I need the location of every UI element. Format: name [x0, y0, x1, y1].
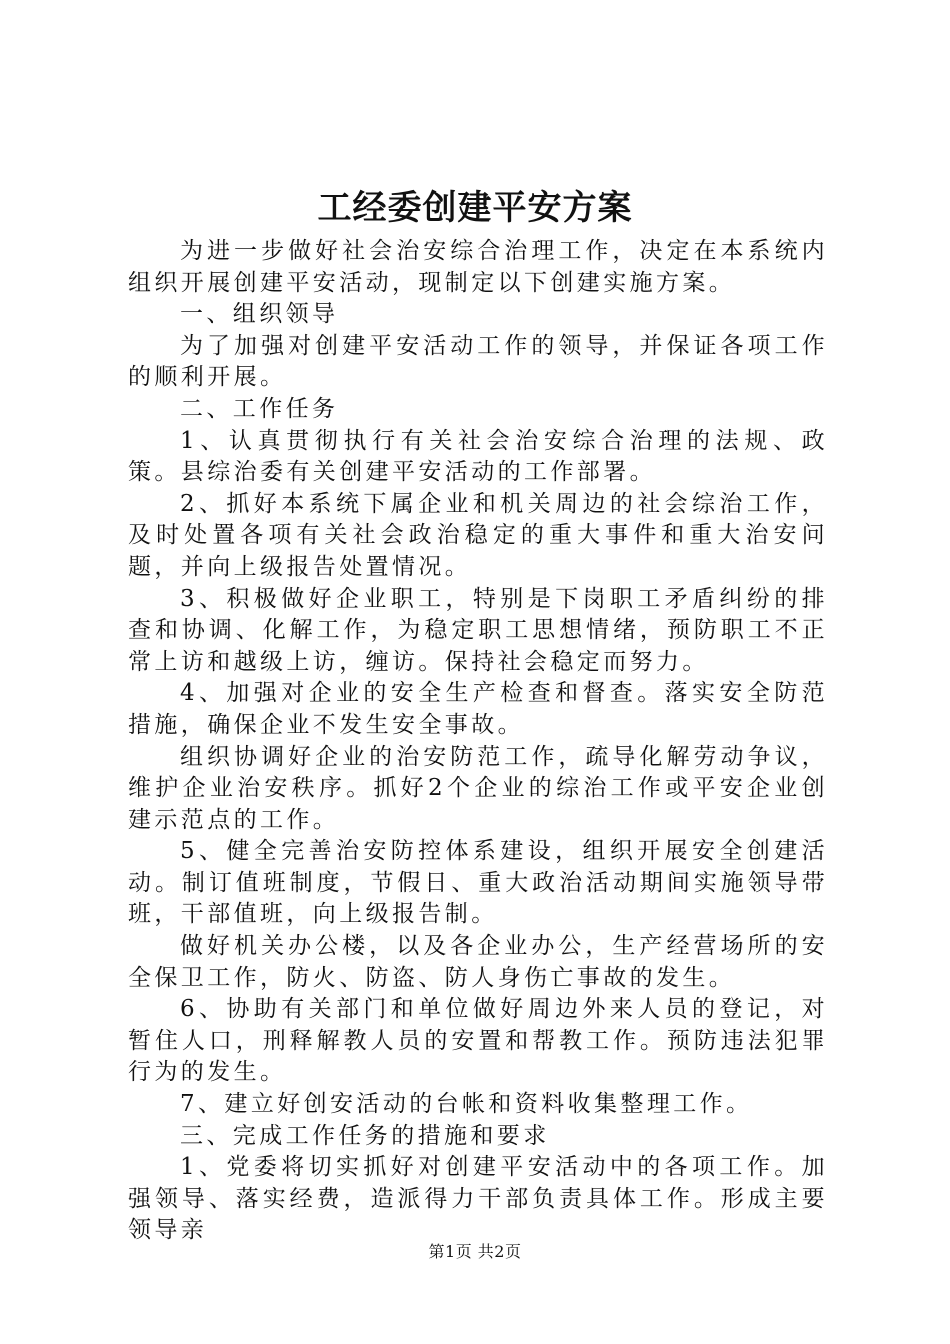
paragraph-task-5-detail: 做好机关办公楼，以及各企业办公，生产经营场所的安全保卫工作，防火、防盗、防人身伤亡事故的发生。 [128, 933, 828, 991]
document-title: 工经委创建平安方案 [317, 188, 633, 228]
paragraph-task-7: 7、建立好创安活动的台帐和资料收集整理工作。 [180, 1091, 753, 1118]
paragraph-task-3: 3、积极做好企业职工，特别是下岗职工矛盾纠纷的排查和协调、化解工作，为稳定职工思想情绪，预防职工不正常上访和越级上访，缠访。保持社会稳定而努力。 [128, 585, 828, 675]
paragraph-task-5: 5、健全完善治安防控体系建设，组织开展安全创建活动。制订值班制度，节假日、重大政治活动期间实施领导带班，干部值班，向上级报告制。 [128, 838, 828, 928]
document-body [128, 236, 828, 1247]
paragraph-task-2: 2、抓好本系统下属企业和机关周边的社会综治工作，及时处置各项有关社会政治稳定的重大事件和重大治安问题，并向上级报告处置情况。 [128, 490, 828, 580]
page-number-footer: 第1页 共2页 [428, 1242, 522, 1261]
paragraph-task-4-detail: 组织协调好企业的治安防范工作，疏导化解劳动争议，维护企业治安秩序。抓好2个企业的综治工作或平安企业创建示范点的工作。 [128, 743, 828, 833]
paragraph-intro: 为进一步做好社会治安综合治理工作，决定在本系统内组织开展创建平安活动，现制定以下创建实施方案。 [128, 238, 828, 296]
section-heading-measures: 三、完成工作任务的措施和要求 [180, 1122, 550, 1149]
paragraph-task-6: 6、协助有关部门和单位做好周边外来人员的登记，对暂住人口，刑释解教人员的安置和帮教工作。预防违法犯罪行为的发生。 [128, 996, 828, 1086]
paragraph-task-4: 4、加强对企业的安全生产检查和督查。落实安全防范措施，确保企业不发生安全事故。 [128, 680, 828, 738]
section-heading-tasks: 二、工作任务 [180, 395, 339, 422]
section-heading-organization: 一、组织领导 [180, 301, 339, 328]
paragraph-task-1: 1、认真贯彻执行有关社会治安综合治理的法规、政策。县综治委有关创建平安活动的工作部署。 [128, 427, 828, 486]
paragraph-measure-1: 1、党委将切实抓好对创建平安活动中的各项工作。加强领导、落实经费，造派得力干部负责具体工作。形成主要领导亲 [128, 1154, 828, 1244]
paragraph-organization: 为了加强对创建平安活动工作的领导，并保证各项工作的顺利开展。 [128, 332, 828, 391]
